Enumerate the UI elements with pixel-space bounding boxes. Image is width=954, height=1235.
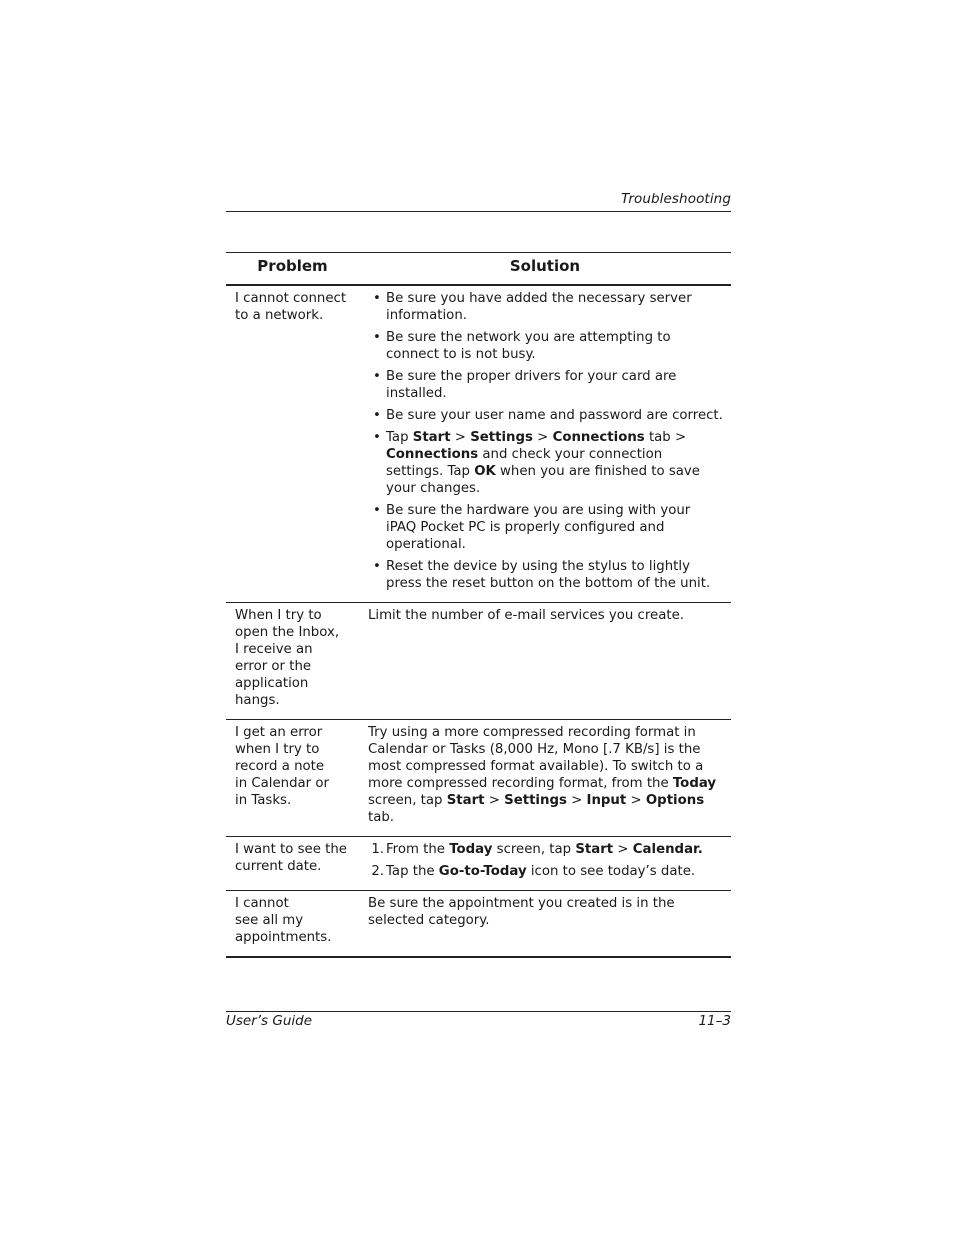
list-item xyxy=(371,841,723,858)
bullet-icon: • xyxy=(373,430,381,445)
list-item xyxy=(373,558,723,592)
text-run: Be sure the network you are attempting to connect to is not busy. xyxy=(386,330,671,362)
bold-term: Start xyxy=(412,430,451,445)
text-run: From the xyxy=(386,842,450,857)
bold-term: Go-to-Today xyxy=(438,864,527,879)
bold-term: Connections xyxy=(552,430,645,445)
bullet-icon: • xyxy=(373,330,381,345)
bullet-icon: • xyxy=(373,291,381,306)
list-item xyxy=(373,502,723,553)
problem-cell: I cannot see all my appointments. xyxy=(226,891,359,958)
table-row xyxy=(226,285,731,603)
bold-term: Settings xyxy=(470,430,533,445)
problem-cell: I get an error when I try to record a note in Calendar or in Tasks. xyxy=(226,720,359,837)
header-rule xyxy=(226,211,731,212)
list-item xyxy=(373,368,723,402)
solution-cell xyxy=(359,891,731,958)
solution-cell xyxy=(359,720,731,837)
table-row xyxy=(226,720,731,837)
problem-cell: I want to see the current date. xyxy=(226,837,359,891)
solution-cell xyxy=(359,603,731,720)
list-item xyxy=(371,863,723,880)
text-run: tab > xyxy=(644,430,687,445)
text-run: tab. xyxy=(368,810,395,825)
text-run: Be sure the appointment you created is in the selected category. xyxy=(368,896,675,928)
text-run: Be sure the proper drivers for your card are installed. xyxy=(386,369,677,401)
footer-rule xyxy=(226,1011,731,1012)
text-run: > xyxy=(566,793,587,808)
bullet-icon: • xyxy=(373,408,381,423)
step-number: 2. xyxy=(371,864,384,879)
text-run: Be sure the hardware you are using with your iPAQ Pocket PC is properly configured and operational. xyxy=(386,503,691,552)
solution-cell xyxy=(359,837,731,891)
bold-term: Calendar. xyxy=(632,842,703,857)
text-run: Tap the xyxy=(386,864,439,879)
step-number: 1. xyxy=(371,842,384,857)
solution-text xyxy=(368,607,723,624)
bullet-icon: • xyxy=(373,503,381,518)
text-run: Be sure you have added the necessary server information. xyxy=(386,291,692,323)
solution-text xyxy=(368,724,723,826)
text-run: Reset the device by using the stylus to lightly press the reset button on the bottom of the unit. xyxy=(386,559,711,591)
text-run: > xyxy=(450,430,471,445)
list-item xyxy=(373,407,723,424)
footer-page-number: 11–3 xyxy=(698,1013,731,1029)
bold-term: Today xyxy=(672,776,717,791)
text-run: Limit the number of e-mail services you create. xyxy=(368,608,684,623)
list-item xyxy=(373,329,723,363)
list-item xyxy=(373,429,723,497)
text-run: and check your connection settings. Tap xyxy=(386,447,663,479)
problem-cell: I cannot connect to a network. xyxy=(226,285,359,603)
bullet-icon: • xyxy=(373,559,381,574)
bold-term: OK xyxy=(474,464,496,479)
solution-cell xyxy=(359,285,731,603)
bold-term: Input xyxy=(586,793,627,808)
table-row xyxy=(226,837,731,891)
text-run: Be sure your user name and password are correct. xyxy=(386,408,723,423)
text-run: > xyxy=(626,793,646,808)
bold-term: Start xyxy=(575,842,614,857)
text-run: > xyxy=(613,842,633,857)
footer-guide-title: User’s Guide xyxy=(226,1013,313,1029)
solution-text xyxy=(368,895,723,929)
table-row xyxy=(226,603,731,720)
column-header-problem: Problem xyxy=(226,253,359,286)
text-run: Try using a more compressed recording format in Calendar or Tasks (8,000 Hz, Mono [.7 KB/s] is the most compressed format available). To switch to a more compressed recording format, from the xyxy=(368,725,704,791)
troubleshooting-table xyxy=(226,252,731,958)
solution-step-list xyxy=(368,841,723,880)
running-header-title: Troubleshooting xyxy=(621,191,731,207)
bold-term: Connections xyxy=(386,447,479,462)
problem-cell: When I try to open the Inbox, I receive an error or the application hangs. xyxy=(226,603,359,720)
text-run: > xyxy=(484,793,505,808)
list-item xyxy=(373,290,723,324)
solution-bullet-list xyxy=(368,290,723,592)
bold-term: Start xyxy=(446,793,485,808)
text-run: > xyxy=(532,430,553,445)
table-row xyxy=(226,891,731,958)
bold-term: Today xyxy=(449,842,493,857)
table-header-row xyxy=(226,253,731,286)
table-body xyxy=(226,285,731,957)
bold-term: Settings xyxy=(504,793,567,808)
bold-term: Options xyxy=(645,793,705,808)
column-header-solution: Solution xyxy=(359,253,731,286)
bullet-icon: • xyxy=(373,369,381,384)
text-run: when you are finished to save your changes. xyxy=(386,464,700,496)
text-run: icon to see today’s date. xyxy=(526,864,696,879)
text-run: screen, tap xyxy=(492,842,576,857)
text-run: Tap xyxy=(386,430,413,445)
text-run: screen, tap xyxy=(368,793,447,808)
